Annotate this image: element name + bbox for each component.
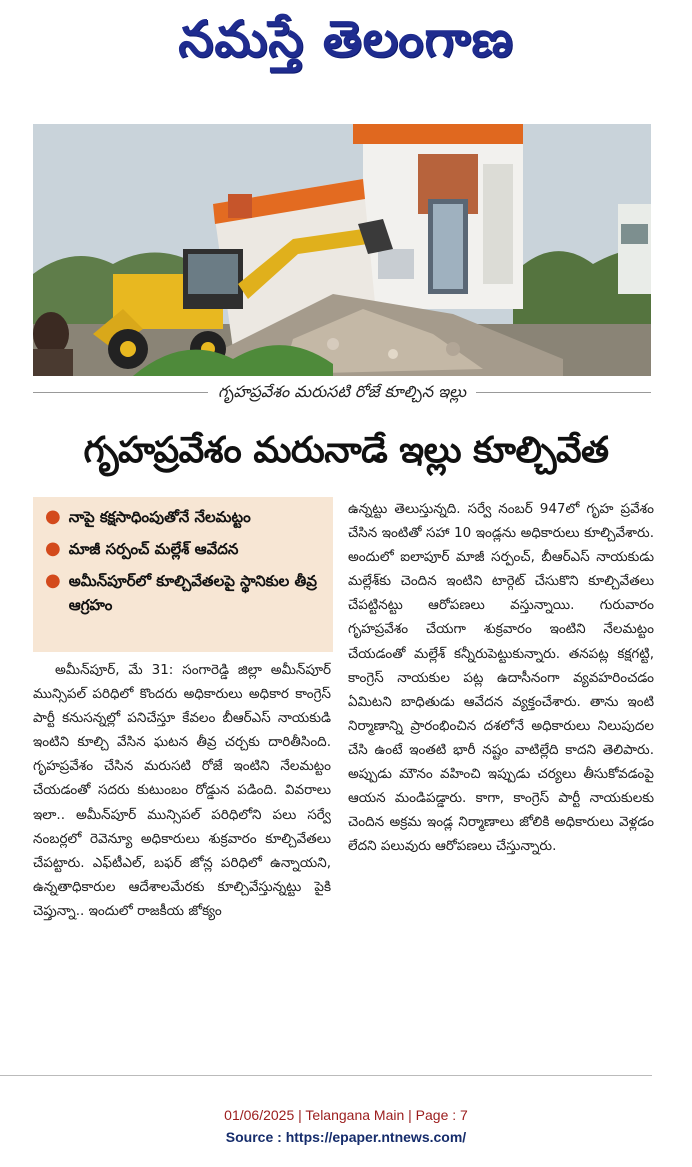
article-body-right-column: ఉన్నట్టు తెలుస్తున్నది. సర్వే నంబర్ 947లో గృహ ప్రవేశం చేసిన ఇంటితో సహా 10 ఇండ్లను అధికారులు కూల్చివేశారు. అందులో ఐలాపూర్ మాజీ సర్పంచ్, బీఆర్‌ఎస్ నాయకుడు మల్లేశ్‌కు చెందిన ఇంటిని టార్గెట్ చేసుకొని కూల్చివేతలు చేపట్టినట్టు ఆరోపణలు వస్తున్నాయి. గురువారం గృహప్రవేశం చేయగా శుక్రవారం ఇంటిని నేలమట్టం చేయడంతో మల్లేశ్ కన్నీరుపెట్టుకున్నారు. తనపట్ల కక్షగట్టి, కాంగ్రెస్ నాయకుల పట్ల ఉదాసీనంగా వ్యవహరించడం ఏమిటని బాధితుడు ఆవేదన వ్యక్తంచేశారు. తాను ఇంటి నిర్మాణాన్ని ప్రారంభించిన దశలోనే అధికారులు నిలుపుదల చేసి ఉంటే ఇంతటి భారీ నష్టం వాటిల్లేది కాదని తెలిపారు. అప్పుడు మౌనం వహించి ఇప్పుడు చర్యలు తీసుకోవడంపై ఆయన మండిపడ్డారు. కాగా, కాంగ్రెస్ పార్టీ నాయకులకు చెందిన అక్రమ ఇండ్ల నిర్మాణాలు జోలికి అధికారులు వెళ్లడం లేదని పలువురు ఆరోపణలు చేస్తున్నారు.	[348, 501, 654, 855]
article-headline: గృహప్రవేశం మరునాడే ఇల్లు కూల్చివేత	[83, 430, 609, 471]
bullet-icon: ●	[45, 538, 61, 559]
source-link[interactable]: Source : https://epaper.ntnews.com/	[225, 1129, 467, 1145]
highlight-text: అమీన్‌పూర్‌లో కూల్చివేతలపై స్థానికుల తీవ్ర ఆగ్రహం	[68, 572, 317, 614]
highlight-text: మాజీ సర్పంచ్ మల్లేశ్ ఆవేదన	[68, 540, 239, 558]
highlight-item	[45, 537, 325, 561]
footer-divider	[0, 1075, 652, 1076]
photo-caption-text: గృహప్రవేశం మరుసటి రోజే కూల్చిన ఇల్లు	[208, 382, 476, 401]
bullet-icon: ●	[45, 506, 61, 527]
highlight-item	[45, 505, 325, 529]
demolition-photo	[33, 124, 651, 376]
edition-info: 01/06/2025 | Telangana Main | Page : 7	[224, 1107, 468, 1123]
article-body-left-column: అమీన్‌పూర్, మే 31: సంగారెడ్డి జిల్లా అమీన్‌పూర్ మున్సిపల్ పరిధిలో కొందరు అధికారులు అధికార కాంగ్రెస్ పార్టీ కనుసన్నల్లో పనిచేస్తూ కేవలం బీఆర్‌ఎస్ నాయకుడి ఇంటిని కూల్చి వేసిన ఘటన తీవ్ర చర్చకు దారితీసింది. గృహప్రవేశం చేసిన మరుసటి రోజే ఇంటిని నేలమట్టం చేయడంతో సదరు కుటుంబం రోడ్డున పడింది. వివరాలు ఇలా.. అమీన్‌పూర్ మున్సిపల్ పరిధిలోని పలు సర్వే నంబర్లలో రెవెన్యూ అధికారులు శుక్రవారం కూల్చివేతలు చేపట్టారు. ఎఫ్‌టీఎల్, బఫర్ జోన్ల పరిధిలో ఉన్నాయని, ఉన్నతాధికారుల ఆదేశాలమేరకు కూల్చివేస్తున్నట్టు పైకి చెప్తున్నా.. ఇందులో రాజకీయ జోక్యం	[33, 662, 331, 919]
highlight-text: నాపై కక్షసాధింపుతోనే నేలమట్టం	[68, 508, 251, 526]
bullet-icon: ●	[45, 570, 61, 591]
highlight-item	[45, 569, 325, 617]
highlights-box	[33, 497, 333, 652]
newspaper-masthead: నమస్తే తెలంగాణ	[178, 9, 514, 68]
photo-caption	[33, 379, 651, 405]
footer	[0, 1104, 692, 1148]
